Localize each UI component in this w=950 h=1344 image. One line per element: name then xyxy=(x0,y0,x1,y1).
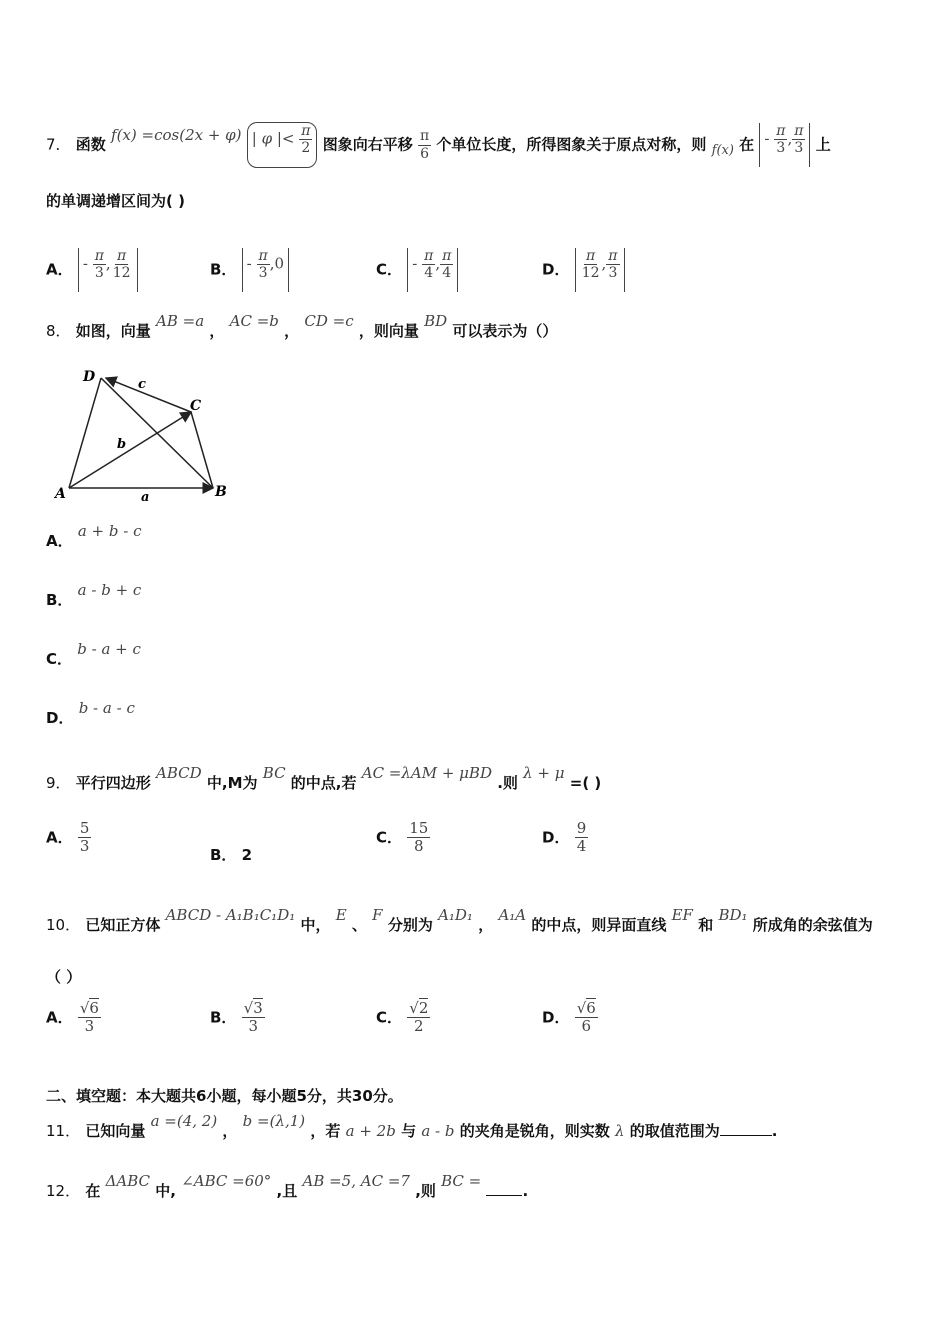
frac-num: π xyxy=(94,248,104,264)
option-label: D． xyxy=(542,260,570,279)
q10-cube: ABCD - A₁B₁C₁D₁ xyxy=(165,906,296,924)
q9-abcd: ABCD xyxy=(156,764,202,782)
q11-lambda: λ xyxy=(614,1122,625,1140)
radicand: 6 xyxy=(586,999,596,1017)
q7-condition-text: | φ |< xyxy=(251,129,295,148)
frac-den: 2 xyxy=(414,1017,424,1036)
q7-text-3: 个单位长度，所得图象关于原点对称，则 xyxy=(436,135,707,154)
q12-text-2: 中, xyxy=(155,1182,176,1200)
neg-sign: - xyxy=(82,254,88,273)
q9-text-4: .则 xyxy=(497,774,518,792)
q9-bc: BC xyxy=(262,764,286,782)
q10-a1d1: A₁D₁ xyxy=(438,906,473,924)
q7-option-d-interval: $\frac{\pi}{12}$ , $\frac{\pi}{3}$ xyxy=(575,248,625,292)
q12-sides: AB =5, AC =7 xyxy=(302,1172,410,1190)
frac-den: 4 xyxy=(424,265,434,282)
q7-shift-six: 6 xyxy=(420,145,430,162)
q10-bd1: BD₁ xyxy=(718,906,748,924)
q12-text-5: . xyxy=(522,1182,529,1200)
q11-text-2: ， xyxy=(222,1122,238,1140)
option-expr: b - a - c xyxy=(78,699,135,717)
frac-den: 6 xyxy=(581,1017,592,1036)
option-label: B． xyxy=(46,591,73,609)
q12-text-4: ,则 xyxy=(415,1182,436,1200)
q8-sep-2: ， xyxy=(284,322,300,340)
frac-num: π xyxy=(258,248,268,264)
q7-shift-pi: π xyxy=(419,128,430,145)
q7-int-comma: , xyxy=(787,129,793,148)
q11-text-7: . xyxy=(771,1122,778,1140)
frac-den: 3 xyxy=(608,265,618,282)
question-number: 7． xyxy=(46,135,71,154)
q7-int-pi-2: π xyxy=(794,123,804,139)
option-label: B． xyxy=(210,1008,237,1027)
q7-int-pi-1: π xyxy=(776,123,786,139)
frac-num: 9 xyxy=(576,819,587,837)
frac-den: 4 xyxy=(576,837,587,856)
frac-den: 3 xyxy=(79,837,90,856)
label-vector-a: a xyxy=(141,490,150,505)
q8-text-1: 如图，向量 xyxy=(75,322,151,340)
q12-bc: BC = xyxy=(441,1172,482,1190)
question-number: 12． xyxy=(46,1182,81,1200)
q8-option-d[interactable] xyxy=(46,699,135,728)
frac-den: 3 xyxy=(258,265,268,282)
frac-den: 3 xyxy=(248,1017,258,1036)
q7-condition xyxy=(247,122,318,168)
option-expr: a - b + c xyxy=(77,581,142,599)
q9-text-2: 中,M为 xyxy=(206,774,258,792)
q7-option-c-interval: - $\frac{\pi}{4}$ , $\frac{\pi}{4}$ xyxy=(407,248,458,292)
q11-text-3: ，若 xyxy=(310,1122,341,1140)
q8-option-b[interactable] xyxy=(46,581,142,610)
question-number: 11． xyxy=(46,1122,81,1140)
radicand: 2 xyxy=(418,999,429,1017)
q10-f: F xyxy=(372,906,383,924)
frac-num: π xyxy=(586,248,596,264)
question-7 xyxy=(46,122,831,168)
q7-option-a[interactable] xyxy=(46,248,138,292)
option-label: A． xyxy=(46,828,73,847)
q9-option-c[interactable] xyxy=(376,820,430,856)
q9-option-b[interactable] xyxy=(210,844,252,865)
option-label: C． xyxy=(376,828,403,847)
question-11 xyxy=(46,1112,778,1141)
label-vector-b: b xyxy=(117,437,127,452)
option-label: C． xyxy=(376,1008,403,1027)
q11-text-6: 的取值范围为 xyxy=(629,1122,720,1140)
q10-text-6: 的中点，则异面直线 xyxy=(531,916,667,934)
q10-ef: EF xyxy=(671,906,693,924)
option-label: D． xyxy=(46,709,74,727)
q10-text-8: 所成角的余弦值为 xyxy=(752,916,873,934)
q11-vector-a: a =(4, 2) xyxy=(150,1112,218,1130)
q7-interval xyxy=(759,123,810,167)
question-9 xyxy=(46,764,602,793)
q11-expr-2: a - b xyxy=(421,1122,455,1140)
q7-function: f(x) =cos(2x + φ) xyxy=(111,125,242,144)
option-label: B． xyxy=(210,846,237,864)
q8-option-c[interactable] xyxy=(46,640,141,669)
q7-text-4: 在 xyxy=(739,135,755,154)
q11-answer-blank[interactable] xyxy=(720,1135,772,1136)
q10-text-3: 、 xyxy=(351,916,367,934)
q11-text-5: 的夹角是锐角，则实数 xyxy=(459,1122,610,1140)
diagonal-db xyxy=(101,378,213,488)
q8-vector-ac: AC =b xyxy=(229,312,279,330)
interval-tail: ,0 xyxy=(269,254,285,273)
question-number: 10． xyxy=(46,916,81,934)
q7-text-1: 函数 xyxy=(75,135,106,154)
frac-den: 8 xyxy=(414,837,424,856)
radicand: 6 xyxy=(89,999,99,1017)
q8-text-2: ，则向量 xyxy=(358,322,419,340)
q10-option-d[interactable]: D． $\frac{√6}{6}$ xyxy=(542,999,596,1036)
frac-den: 12 xyxy=(112,265,131,282)
frac-den: 3 xyxy=(84,1017,95,1036)
frac-den: 3 xyxy=(94,265,104,282)
label-d: D xyxy=(83,369,96,385)
question-number: 8． xyxy=(46,322,71,340)
q10-option-c[interactable]: C． $\frac{√2}{2}$ xyxy=(376,999,429,1036)
frac-num: 15 xyxy=(409,819,429,837)
q9-text-1: 平行四边形 xyxy=(75,774,151,792)
q11-vector-b: b =(λ,1) xyxy=(242,1112,306,1130)
q11-expr-1: a + 2b xyxy=(345,1122,396,1140)
q7-option-d[interactable] xyxy=(542,248,625,292)
frac-den: 12 xyxy=(581,265,600,282)
q12-angle: ∠ABC =60° xyxy=(181,1172,272,1190)
q10-line-2: （ ） xyxy=(46,968,82,986)
q9-option-d[interactable] xyxy=(542,820,588,856)
q10-text-7: 和 xyxy=(698,916,714,934)
q9-text-3: 的中点,若 xyxy=(290,774,357,792)
q7-option-b-interval xyxy=(242,248,289,292)
option-value: 2 xyxy=(241,846,253,864)
option-expr: b - a + c xyxy=(77,640,141,658)
frac-num: π xyxy=(442,248,452,264)
q7-int-three-1: 3 xyxy=(776,140,786,157)
option-label: B． xyxy=(210,260,237,279)
option-label: D． xyxy=(542,1008,570,1027)
q7-fx: f(x) xyxy=(711,142,734,158)
q7-option-a-interval: - $\frac{\pi}{3}$ , $\frac{\pi}{12}$ xyxy=(78,248,138,292)
q9-option-a[interactable] xyxy=(46,820,91,856)
q10-a1a: A₁A xyxy=(498,906,527,924)
label-a: A xyxy=(55,486,66,502)
q12-answer-blank[interactable] xyxy=(486,1195,522,1196)
label-c: C xyxy=(190,398,202,414)
option-expr: a + b - c xyxy=(77,522,142,540)
frac-num: 5 xyxy=(79,819,90,837)
q8-vector-cd: CD =c xyxy=(304,312,354,330)
q9-lambda-mu: λ + μ xyxy=(523,764,565,782)
option-label: A． xyxy=(46,1008,73,1027)
q8-figure xyxy=(50,362,240,507)
q10-text-4: 分别为 xyxy=(387,916,433,934)
option-label: A． xyxy=(46,532,73,550)
q11-text-1: 已知向量 xyxy=(85,1122,146,1140)
question-12 xyxy=(46,1172,529,1201)
question-8 xyxy=(46,312,558,341)
q7-int-three-2: 3 xyxy=(794,140,804,157)
frac-num: π xyxy=(608,248,618,264)
q10-text-2: 中， xyxy=(300,916,331,934)
q7-line-2: 的单调递增区间为( ) xyxy=(46,192,185,210)
q10-option-b[interactable]: B． $\frac{√3}{3}$ xyxy=(210,999,263,1036)
label-vector-c: c xyxy=(138,377,146,392)
neg-sign: - xyxy=(246,254,252,273)
frac-num: π xyxy=(424,248,434,264)
section-2-title: 二、填空题：本大题共6小题，每小题5分，共30分。 xyxy=(46,1087,403,1105)
q8-vector-bd: BD xyxy=(424,312,448,330)
q7-text-2: 图象向右平移 xyxy=(322,135,413,154)
q7-option-b[interactable] xyxy=(210,248,289,292)
label-b: B xyxy=(215,484,227,500)
q9-text-5: =( ) xyxy=(569,774,602,792)
q8-text-3: 可以表示为（） xyxy=(452,322,558,340)
q11-text-4: 与 xyxy=(401,1122,417,1140)
q7-minus: - xyxy=(764,129,770,148)
q8-vector-ab: AB =a xyxy=(156,312,205,330)
q7-two: 2 xyxy=(301,140,311,157)
q10-option-a[interactable]: A． $\frac{√6}{3}$ xyxy=(46,999,99,1036)
q7-text-5: 上 xyxy=(815,135,831,154)
radicand: 3 xyxy=(253,999,263,1017)
q7-option-c[interactable] xyxy=(376,248,458,292)
q8-option-a[interactable] xyxy=(46,522,142,551)
q9-equation: AC =λAM + μBD xyxy=(361,764,492,782)
neg-sign: - xyxy=(412,254,418,273)
q12-triangle: ΔABC xyxy=(105,1172,151,1190)
q12-text-3: ,且 xyxy=(276,1182,298,1200)
q10-text-5: ， xyxy=(478,916,494,934)
option-label: C． xyxy=(46,650,73,668)
q8-sep-1: ， xyxy=(209,322,225,340)
q10-e: E xyxy=(335,906,347,924)
frac-num: π xyxy=(117,248,127,264)
q7-pi: π xyxy=(301,123,311,139)
option-label: C． xyxy=(376,260,403,279)
question-10 xyxy=(46,906,873,935)
q10-text-1: 已知正方体 xyxy=(85,916,161,934)
q12-text-1: 在 xyxy=(85,1182,101,1200)
frac-den: 4 xyxy=(442,265,452,282)
option-label: A． xyxy=(46,260,73,279)
question-number: 9． xyxy=(46,774,71,792)
option-label: D． xyxy=(542,828,570,847)
